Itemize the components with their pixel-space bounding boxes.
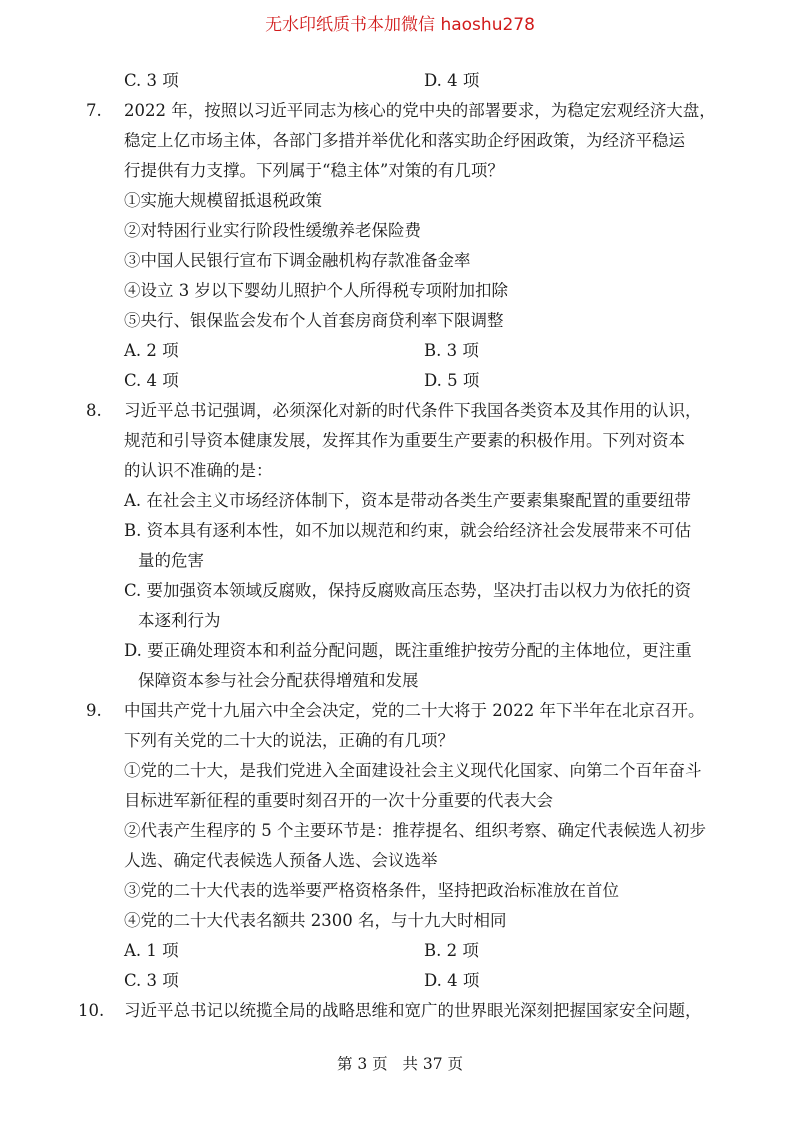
question-7-number: 7. bbox=[86, 101, 102, 120]
option-d: D. 4 项 bbox=[424, 971, 480, 990]
page-number: 第 3 页 共 37 页 bbox=[336, 1055, 464, 1073]
option-c: C. 3 项 bbox=[124, 971, 179, 990]
question-8-number: 8. bbox=[86, 401, 102, 420]
option-d: D. 4 项 bbox=[424, 71, 480, 90]
question-10-line-1: 10. 习近平总书记以统揽全局的战略思维和宽广的世界眼光深刻把握国家安全问题， bbox=[78, 996, 726, 1026]
question-8-line-2: 规范和引导资本健康发展，发挥其作为重要生产要素的积极作用。下列对资本 bbox=[124, 431, 685, 450]
question-7-line-3: 行提供有力支撑。下列属于“稳主体”对策的有几项？ bbox=[124, 161, 504, 180]
question-8-option-d: D. 要正确处理资本和利益分配问题，既注重维护按劳分配的主体地位，更注重 bbox=[124, 641, 692, 660]
question-7-item-2: ②对特困行业实行阶段性缓缴养老保险费 bbox=[124, 221, 421, 240]
page-footer bbox=[0, 1052, 800, 1074]
question-8 bbox=[86, 396, 726, 696]
option-b: B. 3 项 bbox=[424, 341, 479, 360]
question-8-line-1: 8. 习近平总书记强调，必须深化对新的时代条件下我国各类资本及其作用的认识， bbox=[86, 396, 726, 426]
question-7-line-2: 稳定上亿市场主体，各部门多措并举优化和落实助企纾困政策，为经济平稳运 bbox=[124, 131, 685, 150]
question-9-options-cd bbox=[86, 966, 726, 996]
question-7-item-3: ③中国人民银行宣布下调金融机构存款准备金率 bbox=[124, 251, 471, 270]
question-8-option-b-cont: 量的危害 bbox=[138, 551, 204, 570]
question-8-option-b: B. 资本具有逐利本性，如不加以规范和约束，就会给经济社会发展带来不可估 bbox=[124, 521, 692, 540]
question-7-options-cd bbox=[86, 366, 726, 396]
question-9 bbox=[86, 696, 726, 996]
question-9-item-1: ①党的二十大，是我们党进入全面建设社会主义现代化国家、向第二个百年奋斗 bbox=[124, 761, 702, 780]
question-9-item-2: ②代表产生程序的 5 个主要环节是：推荐提名、组织考察、确定代表候选人初步 bbox=[124, 821, 706, 840]
question-8-option-c-cont: 本逐利行为 bbox=[138, 611, 221, 630]
question-7-item-1: ①实施大规模留抵退税政策 bbox=[124, 191, 322, 210]
question-9-number: 9. bbox=[86, 701, 102, 720]
question-9-item-1-cont: 目标进军新征程的重要时刻召开的一次十分重要的代表大会 bbox=[124, 791, 553, 810]
question-8-option-d-cont: 保障资本参与社会分配获得增殖和发展 bbox=[138, 671, 419, 690]
question-7-options-ab bbox=[86, 336, 726, 366]
option-d: D. 5 项 bbox=[424, 371, 480, 390]
question-9-options-ab bbox=[86, 936, 726, 966]
question-7 bbox=[86, 96, 726, 396]
question-8-option-a: A. 在社会主义市场经济体制下，资本是带动各类生产要素集聚配置的重要纽带 bbox=[124, 491, 691, 510]
question-8-option-c: C. 要加强资本领域反腐败，保持反腐败高压态势，坚决打击以权力为依托的资 bbox=[124, 581, 692, 600]
question-9-line-2: 下列有关党的二十大的说法，正确的有几项？ bbox=[124, 731, 454, 750]
question-9-item-4: ④党的二十大代表名额共 2300 名，与十九大时相同 bbox=[124, 911, 507, 930]
option-a: A. 1 项 bbox=[124, 941, 179, 960]
question-9-line-1: 9. 中国共产党十九届六中全会决定，党的二十大将于 2022 年下半年在北京召开。 bbox=[86, 696, 726, 726]
question-10-number: 10. bbox=[78, 1001, 105, 1020]
question-7-line-1: 7. 2022 年，按照以习近平同志为核心的党中央的部署要求，为稳定宏观经济大盘， bbox=[86, 96, 726, 126]
option-c: C. 3 项 bbox=[124, 71, 179, 90]
question-9-item-2-cont: 人选、确定代表候选人预备人选、会议选举 bbox=[124, 851, 438, 870]
question-7-item-4: ④设立 3 岁以下婴幼儿照护个人所得税专项附加扣除 bbox=[124, 281, 508, 300]
question-9-item-3: ③党的二十大代表的选举要严格资格条件，坚持把政治标准放在首位 bbox=[124, 881, 619, 900]
option-a: A. 2 项 bbox=[124, 341, 179, 360]
question-7-item-5: ⑤央行、银保监会发布个人首套房商贷利率下限调整 bbox=[124, 311, 504, 330]
top-options bbox=[86, 66, 726, 96]
page-content bbox=[78, 66, 726, 1026]
watermark-text: 无水印纸质书本加微信 haoshu278 bbox=[265, 15, 535, 35]
watermark-header bbox=[0, 10, 800, 35]
option-b: B. 2 项 bbox=[424, 941, 479, 960]
option-c: C. 4 项 bbox=[124, 371, 179, 390]
question-8-line-3: 的认识不准确的是： bbox=[124, 461, 273, 480]
